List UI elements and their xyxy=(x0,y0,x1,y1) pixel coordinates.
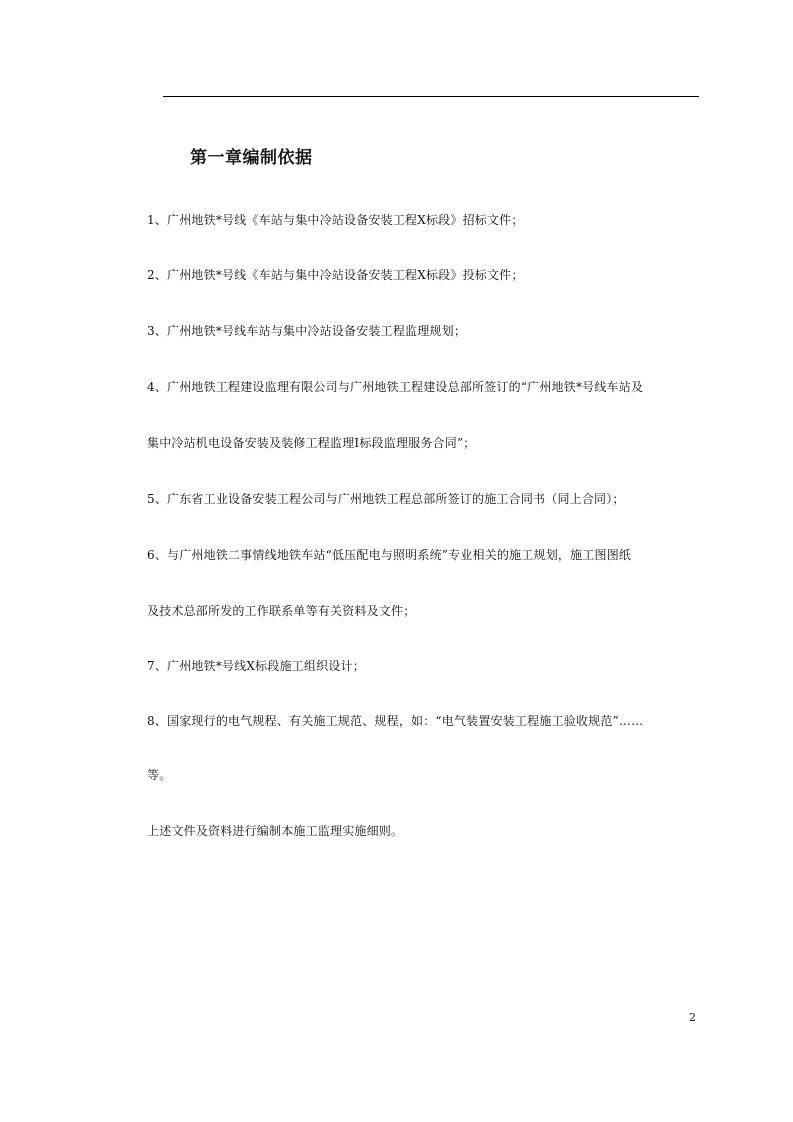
basis-item-4-line-1: 4、广州地铁工程建设监理有限公司与广州地铁工程建设总部所签订的“广州地铁*号线车站及 xyxy=(147,380,644,394)
basis-item-4-line-2: 集中冷站机电设备安装及装修工程监理Ⅰ标段监理服务合同”； xyxy=(147,436,476,450)
basis-item-8-line-2: 等。 xyxy=(147,768,172,782)
basis-item-6-line-2: 及技术总部所发的工作联系单等有关资料及文件； xyxy=(147,604,416,618)
basis-item-3: 3、广州地铁*号线车站与集中冷站设备安装工程监理规划； xyxy=(147,324,467,338)
basis-item-6-line-1: 6、与广州地铁二事情线地铁车站“低压配电与照明系统”专业相关的施工规划，施工图图纸 xyxy=(147,548,632,562)
basis-item-5: 5、广东省工业设备安装工程公司与广州地铁工程总部所签订的施工合同书（同上合同）； xyxy=(147,492,625,506)
page-number: 2 xyxy=(689,1011,696,1024)
basis-item-1: 1、广州地铁*号线《车站与集中冷站设备安装工程X标段》招标文件； xyxy=(147,213,524,227)
closing-statement: 上述文件及资料进行编制本施工监理实施细则。 xyxy=(147,824,404,838)
basis-item-2: 2、广州地铁*号线《车站与集中冷站设备安装工程X标段》投标文件； xyxy=(147,268,524,282)
header-rule xyxy=(163,96,699,97)
basis-item-7: 7、广州地铁*号线X标段施工组织设计； xyxy=(147,659,365,673)
basis-item-8-line-1: 8、国家现行的电气规程、有关施工规范、规程，如：“电气装置安装工程施工验收规范”…… xyxy=(147,714,644,728)
chapter-title: 第一章编制依据 xyxy=(190,148,313,168)
